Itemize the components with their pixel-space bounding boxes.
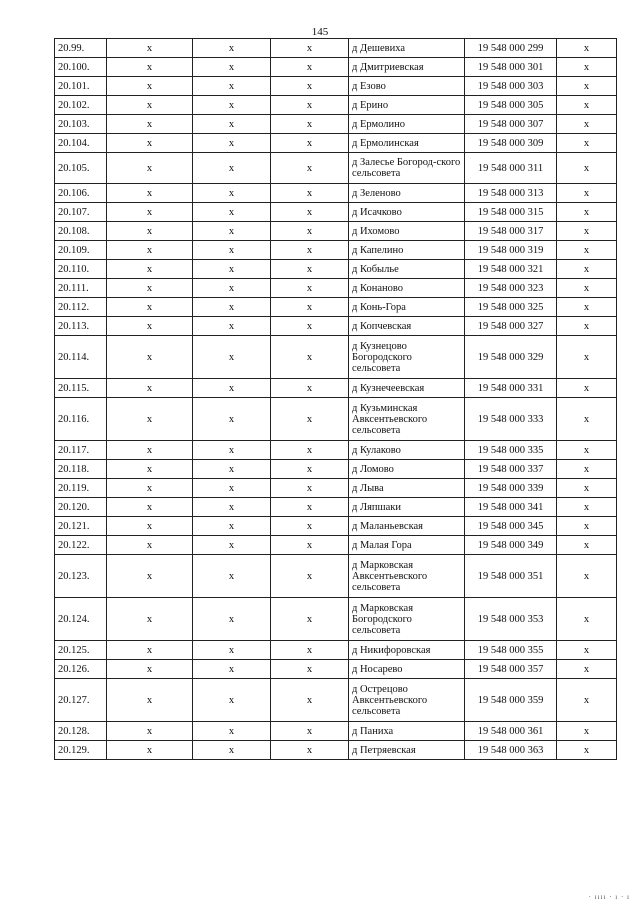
mark-cell: x [271,336,349,379]
scan-marks: · ıııı · ı · ı [588,893,630,901]
mark-cell: x [107,555,193,598]
table-row [55,679,617,722]
mark-cell: x [107,398,193,441]
oktmo-code-cell: 19 548 000 335 [465,441,557,460]
mark-cell: x [193,379,271,398]
row-number-cell: 20.100. [55,58,107,77]
mark-cell: x [193,298,271,317]
settlement-name-cell: д Марковская Богородского сельсовета [349,598,465,641]
oktmo-code-cell: 19 548 000 355 [465,641,557,660]
mark-cell: x [271,498,349,517]
mark-cell: x [271,260,349,279]
row-number-cell: 20.105. [55,153,107,184]
settlement-name-cell: д Копчевская [349,317,465,336]
row-number-cell: 20.116. [55,398,107,441]
oktmo-code-cell: 19 548 000 315 [465,203,557,222]
mark-cell: x [193,58,271,77]
mark-cell: x [271,39,349,58]
mark-cell: x [557,298,617,317]
settlement-name-cell: д Марковская Авксентьевского сельсовета [349,555,465,598]
settlement-name-cell: д Конь-Гора [349,298,465,317]
mark-cell: x [557,441,617,460]
mark-cell: x [107,260,193,279]
mark-cell: x [271,153,349,184]
settlement-name-cell: д Залесье Богород-ского сельсовета [349,153,465,184]
mark-cell: x [271,222,349,241]
row-number-cell: 20.124. [55,598,107,641]
mark-cell: x [107,134,193,153]
mark-cell: x [193,517,271,536]
mark-cell: x [557,58,617,77]
table-row [55,479,617,498]
table-row [55,536,617,555]
mark-cell: x [271,660,349,679]
mark-cell: x [271,722,349,741]
mark-cell: x [271,77,349,96]
mark-cell: x [193,722,271,741]
mark-cell: x [107,479,193,498]
oktmo-code-cell: 19 548 000 303 [465,77,557,96]
mark-cell: x [271,536,349,555]
row-number-cell: 20.125. [55,641,107,660]
row-number-cell: 20.129. [55,741,107,760]
mark-cell: x [557,153,617,184]
mark-cell: x [107,203,193,222]
settlement-name-cell: д Кузнечеевская [349,379,465,398]
mark-cell: x [271,96,349,115]
row-number-cell: 20.113. [55,317,107,336]
mark-cell: x [107,536,193,555]
mark-cell: x [193,460,271,479]
table-row [55,398,617,441]
mark-cell: x [107,39,193,58]
settlement-name-cell: д Капелино [349,241,465,260]
settlement-name-cell: д Маланьевская [349,517,465,536]
settlement-name-cell: д Кулаково [349,441,465,460]
mark-cell: x [557,96,617,115]
mark-cell: x [107,317,193,336]
settlement-name-cell: д Ломово [349,460,465,479]
settlement-name-cell: д Ихомово [349,222,465,241]
oktmo-code-cell: 19 548 000 363 [465,741,557,760]
row-number-cell: 20.117. [55,441,107,460]
settlement-name-cell: д Конаново [349,279,465,298]
mark-cell: x [271,441,349,460]
mark-cell: x [557,536,617,555]
mark-cell: x [271,241,349,260]
mark-cell: x [193,184,271,203]
row-number-cell: 20.104. [55,134,107,153]
oktmo-code-cell: 19 548 000 323 [465,279,557,298]
row-number-cell: 20.127. [55,679,107,722]
table-body [55,39,617,760]
mark-cell: x [107,722,193,741]
mark-cell: x [557,398,617,441]
mark-cell: x [271,134,349,153]
settlement-registry-table [54,38,617,760]
table-row [55,260,617,279]
settlement-name-cell: д Дешевиха [349,39,465,58]
oktmo-code-cell: 19 548 000 337 [465,460,557,479]
row-number-cell: 20.114. [55,336,107,379]
mark-cell: x [193,679,271,722]
settlement-name-cell: д Ермолинская [349,134,465,153]
row-number-cell: 20.107. [55,203,107,222]
mark-cell: x [193,39,271,58]
table-row [55,498,617,517]
mark-cell: x [107,58,193,77]
oktmo-code-cell: 19 548 000 359 [465,679,557,722]
mark-cell: x [107,660,193,679]
table-row [55,379,617,398]
mark-cell: x [271,460,349,479]
row-number-cell: 20.111. [55,279,107,298]
oktmo-code-cell: 19 548 000 345 [465,517,557,536]
mark-cell: x [271,298,349,317]
row-number-cell: 20.128. [55,722,107,741]
table-row [55,641,617,660]
mark-cell: x [271,555,349,598]
row-number-cell: 20.122. [55,536,107,555]
table-row [55,741,617,760]
mark-cell: x [557,203,617,222]
oktmo-code-cell: 19 548 000 325 [465,298,557,317]
row-number-cell: 20.123. [55,555,107,598]
mark-cell: x [107,517,193,536]
settlement-name-cell: д Острецово Авксентьевского сельсовета [349,679,465,722]
table-row [55,115,617,134]
mark-cell: x [193,398,271,441]
mark-cell: x [107,184,193,203]
mark-cell: x [107,96,193,115]
mark-cell: x [557,741,617,760]
settlement-name-cell: д Кузнецово Богородского сельсовета [349,336,465,379]
mark-cell: x [107,498,193,517]
row-number-cell: 20.99. [55,39,107,58]
table-row [55,96,617,115]
mark-cell: x [193,134,271,153]
settlement-name-cell: д Дмитриевская [349,58,465,77]
settlement-name-cell: д Носарево [349,660,465,679]
oktmo-code-cell: 19 548 000 321 [465,260,557,279]
oktmo-code-cell: 19 548 000 329 [465,336,557,379]
oktmo-code-cell: 19 548 000 311 [465,153,557,184]
row-number-cell: 20.121. [55,517,107,536]
mark-cell: x [271,279,349,298]
table-row [55,203,617,222]
settlement-name-cell: д Петряевская [349,741,465,760]
oktmo-code-cell: 19 548 000 339 [465,479,557,498]
mark-cell: x [557,222,617,241]
mark-cell: x [271,598,349,641]
mark-cell: x [107,298,193,317]
row-number-cell: 20.118. [55,460,107,479]
mark-cell: x [557,279,617,298]
mark-cell: x [557,77,617,96]
mark-cell: x [107,336,193,379]
row-number-cell: 20.101. [55,77,107,96]
oktmo-code-cell: 19 548 000 331 [465,379,557,398]
settlement-name-cell: д Кузьминская Авксентьевского сельсовета [349,398,465,441]
mark-cell: x [557,641,617,660]
mark-cell: x [193,555,271,598]
mark-cell: x [193,115,271,134]
mark-cell: x [193,279,271,298]
mark-cell: x [107,598,193,641]
mark-cell: x [271,479,349,498]
mark-cell: x [107,222,193,241]
table-row [55,555,617,598]
mark-cell: x [107,460,193,479]
oktmo-code-cell: 19 548 000 305 [465,96,557,115]
table-row [55,441,617,460]
mark-cell: x [557,115,617,134]
oktmo-code-cell: 19 548 000 313 [465,184,557,203]
mark-cell: x [193,153,271,184]
mark-cell: x [107,241,193,260]
mark-cell: x [107,379,193,398]
mark-cell: x [193,317,271,336]
mark-cell: x [271,379,349,398]
oktmo-code-cell: 19 548 000 351 [465,555,557,598]
oktmo-code-cell: 19 548 000 353 [465,598,557,641]
mark-cell: x [107,153,193,184]
mark-cell: x [271,679,349,722]
settlement-name-cell: д Езово [349,77,465,96]
settlement-name-cell: д Паниха [349,722,465,741]
settlement-name-cell: д Кобылье [349,260,465,279]
mark-cell: x [107,279,193,298]
table-row [55,279,617,298]
mark-cell: x [193,441,271,460]
row-number-cell: 20.110. [55,260,107,279]
settlement-name-cell: д Ерино [349,96,465,115]
mark-cell: x [193,241,271,260]
mark-cell: x [557,317,617,336]
settlement-name-cell: д Лыва [349,479,465,498]
mark-cell: x [557,379,617,398]
mark-cell: x [271,203,349,222]
mark-cell: x [557,134,617,153]
settlement-name-cell: д Ермолино [349,115,465,134]
mark-cell: x [193,203,271,222]
mark-cell: x [193,641,271,660]
mark-cell: x [557,460,617,479]
mark-cell: x [271,184,349,203]
oktmo-code-cell: 19 548 000 307 [465,115,557,134]
mark-cell: x [193,222,271,241]
table-row [55,460,617,479]
table-row [55,241,617,260]
row-number-cell: 20.103. [55,115,107,134]
mark-cell: x [557,679,617,722]
settlement-name-cell: д Зеленово [349,184,465,203]
mark-cell: x [271,517,349,536]
table-row [55,184,617,203]
mark-cell: x [193,498,271,517]
mark-cell: x [557,241,617,260]
mark-cell: x [193,77,271,96]
table-row [55,598,617,641]
settlement-name-cell: д Ляпшаки [349,498,465,517]
mark-cell: x [193,660,271,679]
mark-cell: x [271,741,349,760]
row-number-cell: 20.115. [55,379,107,398]
oktmo-code-cell: 19 548 000 357 [465,660,557,679]
row-number-cell: 20.106. [55,184,107,203]
row-number-cell: 20.120. [55,498,107,517]
table-row [55,58,617,77]
mark-cell: x [557,39,617,58]
row-number-cell: 20.119. [55,479,107,498]
mark-cell: x [271,398,349,441]
table-row [55,153,617,184]
oktmo-code-cell: 19 548 000 299 [465,39,557,58]
mark-cell: x [193,96,271,115]
mark-cell: x [271,115,349,134]
mark-cell: x [557,517,617,536]
mark-cell: x [107,641,193,660]
mark-cell: x [193,536,271,555]
mark-cell: x [557,722,617,741]
oktmo-code-cell: 19 548 000 301 [465,58,557,77]
mark-cell: x [557,184,617,203]
oktmo-code-cell: 19 548 000 309 [465,134,557,153]
oktmo-code-cell: 19 548 000 333 [465,398,557,441]
oktmo-code-cell: 19 548 000 341 [465,498,557,517]
row-number-cell: 20.112. [55,298,107,317]
mark-cell: x [107,441,193,460]
settlement-name-cell: д Исачково [349,203,465,222]
settlement-name-cell: д Никифоровская [349,641,465,660]
mark-cell: x [193,598,271,641]
table-row [55,722,617,741]
mark-cell: x [271,58,349,77]
mark-cell: x [193,336,271,379]
row-number-cell: 20.126. [55,660,107,679]
oktmo-code-cell: 19 548 000 327 [465,317,557,336]
oktmo-code-cell: 19 548 000 361 [465,722,557,741]
mark-cell: x [271,317,349,336]
mark-cell: x [193,741,271,760]
mark-cell: x [557,598,617,641]
table-row [55,298,617,317]
mark-cell: x [107,679,193,722]
table-row [55,77,617,96]
row-number-cell: 20.109. [55,241,107,260]
settlement-name-cell: д Малая Гора [349,536,465,555]
mark-cell: x [107,741,193,760]
row-number-cell: 20.102. [55,96,107,115]
row-number-cell: 20.108. [55,222,107,241]
oktmo-code-cell: 19 548 000 317 [465,222,557,241]
table-row [55,39,617,58]
mark-cell: x [557,260,617,279]
mark-cell: x [107,77,193,96]
table-row [55,317,617,336]
oktmo-code-cell: 19 548 000 349 [465,536,557,555]
table-row [55,660,617,679]
oktmo-code-cell: 19 548 000 319 [465,241,557,260]
table-row [55,222,617,241]
mark-cell: x [557,498,617,517]
mark-cell: x [193,260,271,279]
mark-cell: x [557,336,617,379]
table-row [55,134,617,153]
table-row [55,517,617,536]
table-row [55,336,617,379]
mark-cell: x [557,479,617,498]
page-number: 145 [311,26,329,38]
mark-cell: x [557,660,617,679]
mark-cell: x [193,479,271,498]
mark-cell: x [557,555,617,598]
mark-cell: x [271,641,349,660]
mark-cell: x [107,115,193,134]
